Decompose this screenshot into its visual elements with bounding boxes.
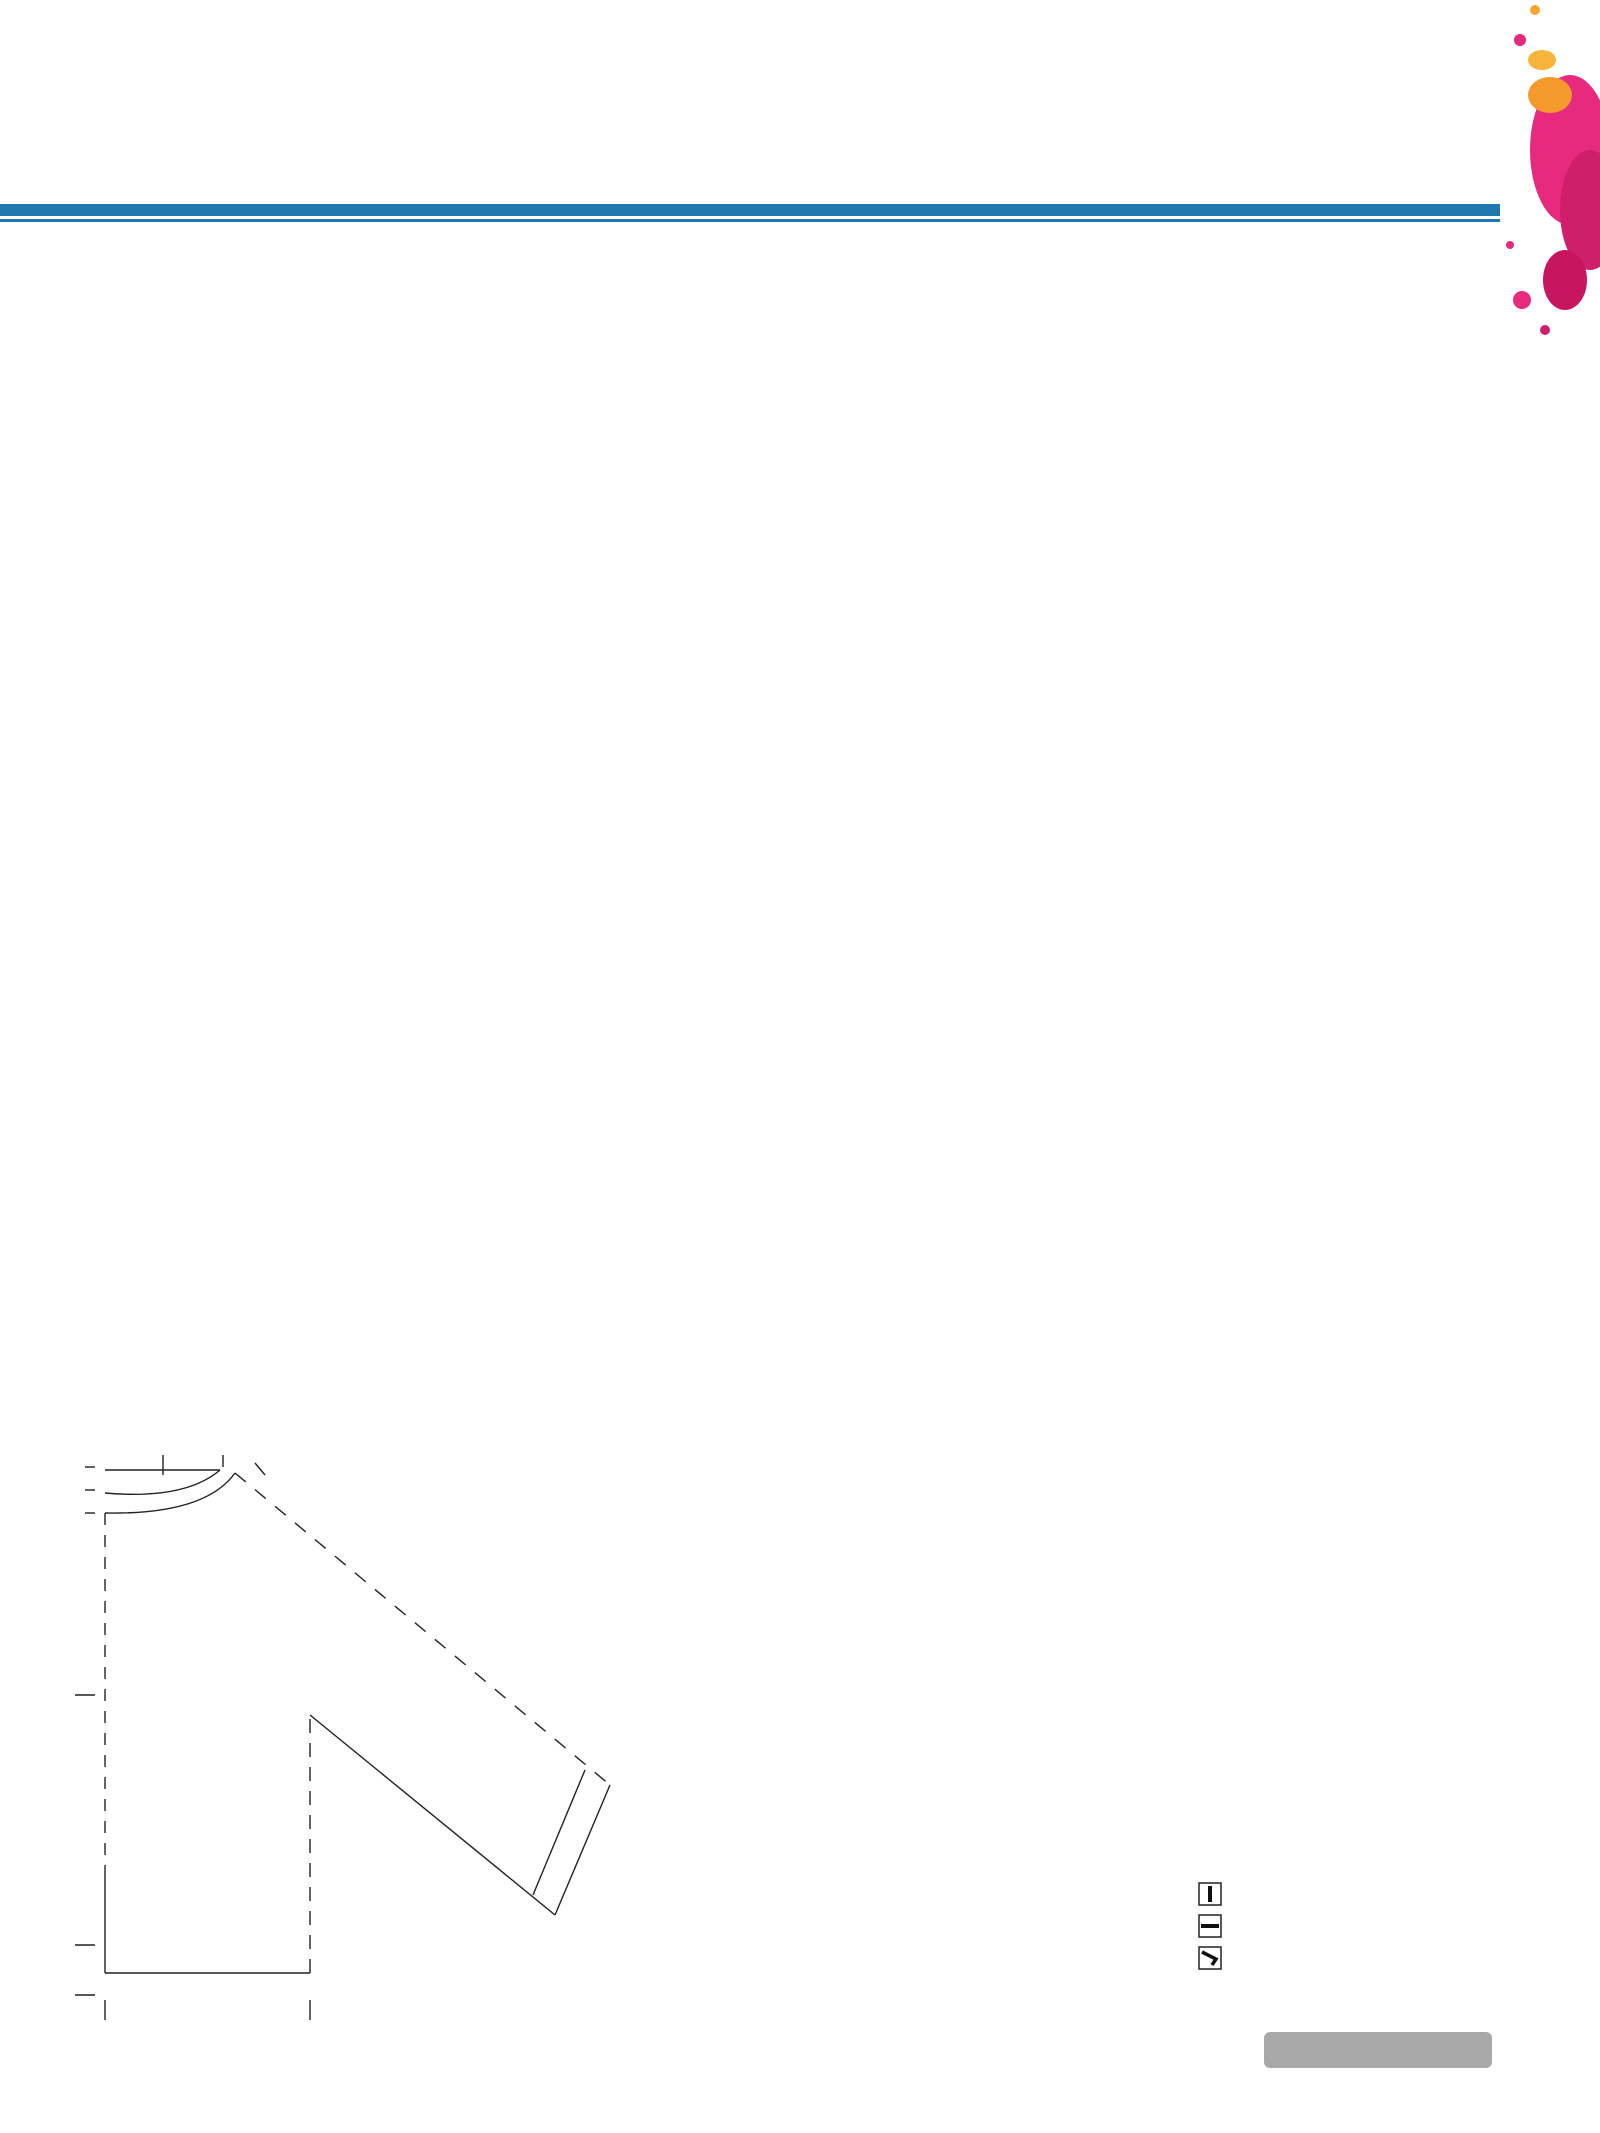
page-footer [1264, 2032, 1492, 2068]
text-column-3 [1052, 258, 1492, 290]
knit-stitch-icon [1198, 1882, 1222, 1906]
header-rule-thin [0, 219, 1500, 222]
ink-splash-decoration [1450, 0, 1600, 400]
symbol-legend [1198, 1872, 1232, 1974]
purl-stitch-icon [1198, 1914, 1222, 1938]
legend-increase [1198, 1942, 1232, 1974]
legend-purl [1198, 1910, 1232, 1942]
legend-knit [1198, 1878, 1232, 1910]
knitting-chart-2 [1190, 585, 1510, 1635]
header-rule [0, 204, 1500, 216]
left-increase-icon [1198, 1946, 1222, 1970]
garment-schematic [55, 1405, 675, 2045]
